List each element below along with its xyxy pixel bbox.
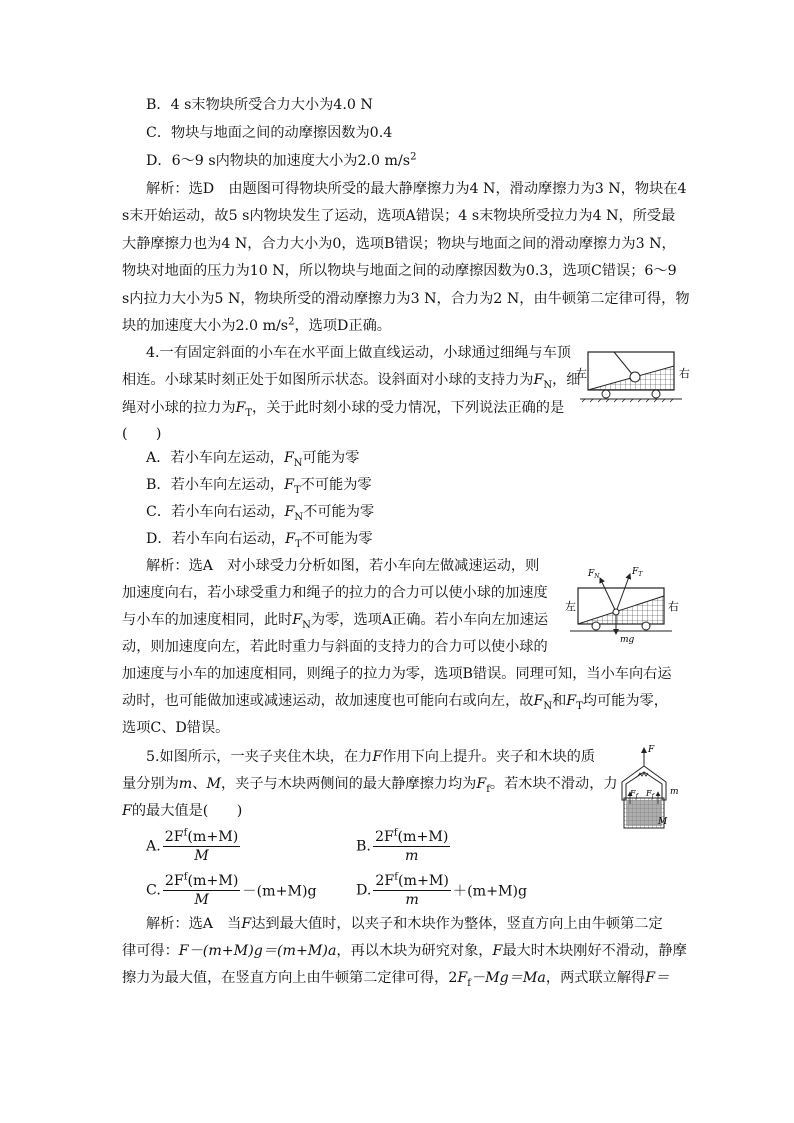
q4-fig-fn-label: $F_N$ xyxy=(588,569,600,580)
q3-solution-line-6: 块的加速度大小为2.0 $m/s^2$，选项D正确。 xyxy=(122,316,391,334)
q4-cart-figure xyxy=(570,344,700,404)
q3-solution-line-4: 物块对地面的压力为10 N，所以物块与地面之间的动摩擦因数为0.3，选项C错误；6～9 xyxy=(122,263,677,279)
q4-option-d: D．若小车向右运动，$F_T$不可能为零 xyxy=(146,531,373,550)
q4-option-b: B．若小车向左运动，$F_T$不可能为零 xyxy=(146,477,372,496)
q4-solution-line-2: 加速度向右，若小球受重力和绳子的拉力的合力可以使小球的加速度 xyxy=(122,585,548,601)
q4-solution-line-1: 解析：选A 对小球受力分析如图，若小车向左做减速运动，则 xyxy=(146,558,540,574)
q5-fig-f-label: F xyxy=(648,745,655,755)
q4-stem-line-2: 相连。小球某时刻正处于如图所示状态。设斜面对小球的支持力为$F_N$，细 xyxy=(122,372,581,391)
q4-stem-line-1: 4.一有固定斜面的小车在水平面上做直线运动，小球通过细绳与车顶 xyxy=(146,345,571,361)
q5-stem-line-1: 5.如图所示，一夹子夹住木块，在力F作用下向上提升。夹子和木块的质 xyxy=(146,749,596,765)
q4-solution-line-6: 动时，也可能做加速或减速运动，故加速度也可能向右或向左，故$F_N$和$F_T$均可能为零， xyxy=(122,693,668,712)
q4-option-a: A．若小车向左运动，$F_N$可能为零 xyxy=(146,450,360,469)
q4-solution-line-4: 动，则加速度向左，若此时重力与斜面的支持力的合力可以使小球的 xyxy=(122,639,548,655)
q5-clamp-figure xyxy=(600,744,690,830)
q4-fig2-left-label: 左 xyxy=(565,600,576,613)
q4-answer-blank: ( ) xyxy=(122,426,162,442)
q5-option-a: A. $\frac{2F^f(m+M)}{M}$ xyxy=(146,827,239,864)
q4-force-diagram xyxy=(562,560,687,646)
q5-option-b: B. $\frac{2F^f(m+M)}{m}$ xyxy=(356,827,449,864)
q3-option-b: B．4 s末物块所受合力大小为4.0 N xyxy=(146,97,373,113)
q5-option-d: D. $\frac{2F^f(m+M)}{m}$ ＋(m+M)g xyxy=(356,871,528,908)
q5-solution-line-1: 解析：选A 当F达到最大值时，以夹子和木块作为整体，竖直方向上由牛顿第二定 xyxy=(146,916,663,932)
q3-solution-line-5: s内拉力大小为5 N，物块所受的滑动摩擦力为3 N，合力为2 N，由牛顿第二定律可得，物 xyxy=(122,291,690,307)
q5-fig-M-label: M xyxy=(658,817,668,827)
q5-fig-ff1-label: $F_f$ xyxy=(630,789,638,800)
q3-solution-line-3: 大静摩擦力也为4 N，合力大小为0，选项B错误；物块与地面之间的滑动摩擦力为3 N， xyxy=(122,236,676,252)
q4-fig-ft-label: $F_T$ xyxy=(632,567,643,578)
q4-fig-right-label: 右 xyxy=(679,367,690,380)
q3-option-d: D．6～9 s内物块的加速度大小为2.0 $m/s^2$ xyxy=(146,151,417,169)
q4-option-c: C．若小车向右运动，$F_N$不可能为零 xyxy=(146,504,375,523)
q3-option-c: C．物块与地面之间的动摩擦因数为0.4 xyxy=(146,125,393,141)
q3-solution-line-1: 解析：选D 由题图可得物块所受的最大静摩擦力为4 N，滑动摩擦力为3 N，物块在4 xyxy=(146,181,687,197)
q5-solution-line-3: 擦力为最大值，在竖直方向上由牛顿第二定律可得，$2F_f-Mg=Ma$，两式联立解得F＝ xyxy=(122,970,670,989)
q4-fig-mg-label: mg xyxy=(620,635,635,645)
q4-solution-line-7: 选项C、D错误。 xyxy=(122,720,230,736)
q5-fig-m-label: m xyxy=(670,787,679,797)
q5-stem-line-2: 量分别为m、M，夹子与木块两侧间的最大静摩擦力均为$F_f$。若木块不滑动，力 xyxy=(122,776,618,795)
q5-stem-line-3: F的最大值是( ) xyxy=(122,803,243,819)
q4-stem-line-3: 绳对小球的拉力为$F_T$，关于此时刻小球的受力情况，下列说法正确的是 xyxy=(122,400,565,419)
q4-fig2-right-label: 右 xyxy=(668,600,679,613)
q4-solution-line-5: 加速度与小车的加速度相同，则绳子的拉力为零，选项B错误。同理可知，当小车向右运 xyxy=(122,666,672,682)
q4-solution-line-3: 与小车的加速度相同，此时$F_N$为零，选项A正确。若小车向左加速运 xyxy=(122,612,549,631)
q3-solution-line-2: s末开始运动，故5 s内物块发生了运动，选项A错误；4 s末物块所受拉力为4 N，所受最 xyxy=(122,208,676,224)
q5-fig-ff2-label: $F_f$ xyxy=(646,789,654,800)
q5-solution-line-2: 律可得：F－(m+M)g＝(m+M)a，再以木块为研究对象，F最大时木块刚好不滑动，静摩 xyxy=(122,943,687,959)
q4-fig-left-label: 左 xyxy=(576,367,587,380)
q5-option-c: C. $\frac{2F^f(m+M)}{M}$ －(m+M)g xyxy=(146,871,317,908)
